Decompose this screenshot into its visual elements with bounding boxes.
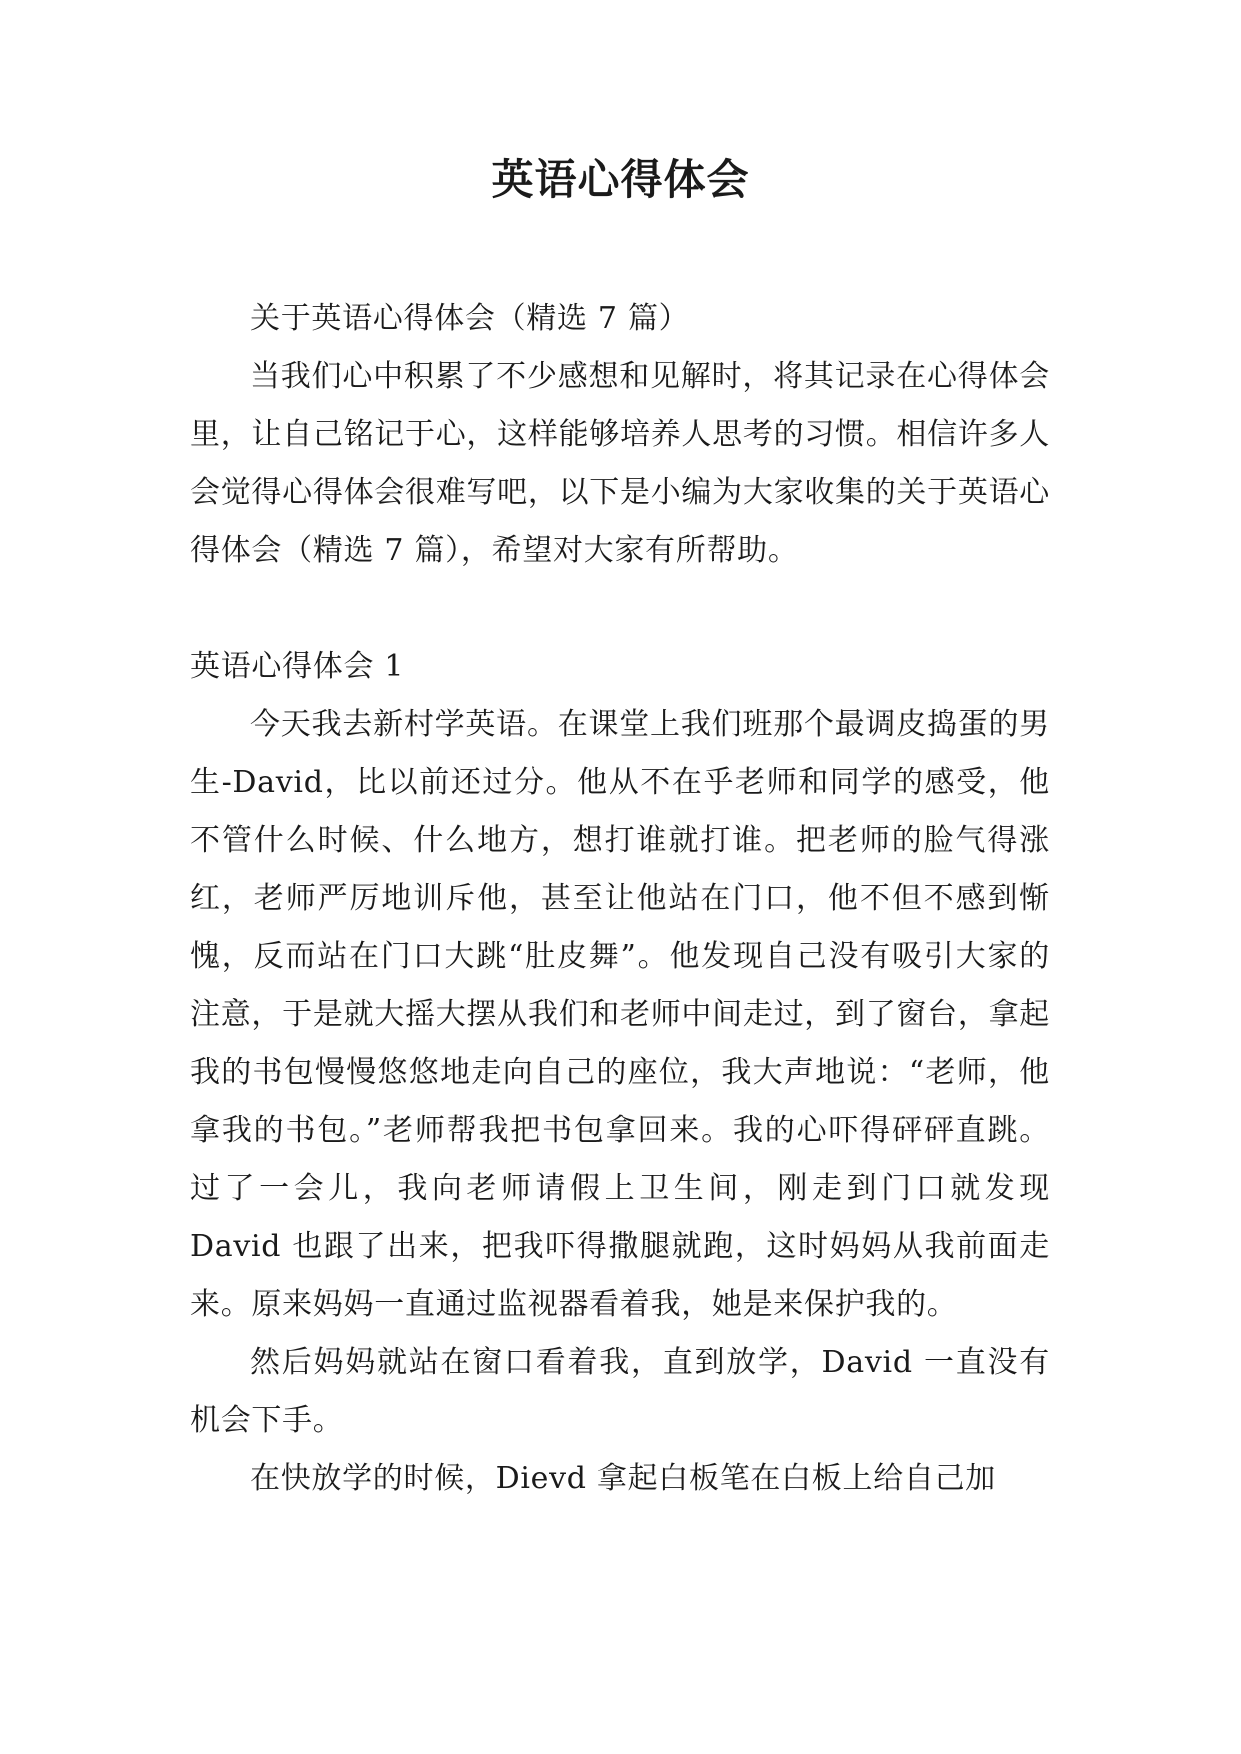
document-body: [190, 290, 1050, 1508]
document-subtitle: 关于英语心得体会（精选 7 篇）: [250, 301, 690, 336]
document-title: 英语心得体会: [491, 155, 750, 204]
section-heading: 英语心得体会 1: [190, 649, 405, 684]
body-paragraph: 在快放学的时候，Dievd 拿起白板笔在白板上给自己加: [250, 1461, 996, 1496]
body-paragraph: 然后妈妈就站在窗口看着我，直到放学，David 一直没有机会下手。: [190, 1345, 1050, 1438]
intro-paragraph: 当我们心中积累了不少感想和见解时，将其记录在心得体会里，让自己铭记于心，这样能够培养人思考的习惯。相信许多人会觉得心得体会很难写吧，以下是小编为大家收集的关于英语心得体会（精选 7 篇），希望对大家有所帮助。: [190, 359, 1050, 568]
body-paragraph: 今天我去新村学英语。在课堂上我们班那个最调皮捣蛋的男生-David，比以前还过分。他从不在乎老师和同学的感受，他不管什么时候、什么地方，想打谁就打谁。把老师的脸气得涨红，老师严厉地训斥他，甚至让他站在门口，他不但不感到惭愧，反而站在门口大跳“肚皮舞”。他发现自己没有吸引大家的注意，于是就大摇大摆从我们和老师中间走过，到了窗台，拿起我的书包慢慢悠悠地走向自己的座位，我大声地说：“老师，他拿我的书包。”老师帮我把书包拿回来。我的心吓得砰砰直跳。过了一会儿，我向老师请假上卫生间，刚走到门口就发现 David 也跟了出来，把我吓得撒腿就跑，这时妈妈从我前面走来。原来妈妈一直通过监视器看着我，她是来保护我的。: [190, 707, 1050, 1322]
